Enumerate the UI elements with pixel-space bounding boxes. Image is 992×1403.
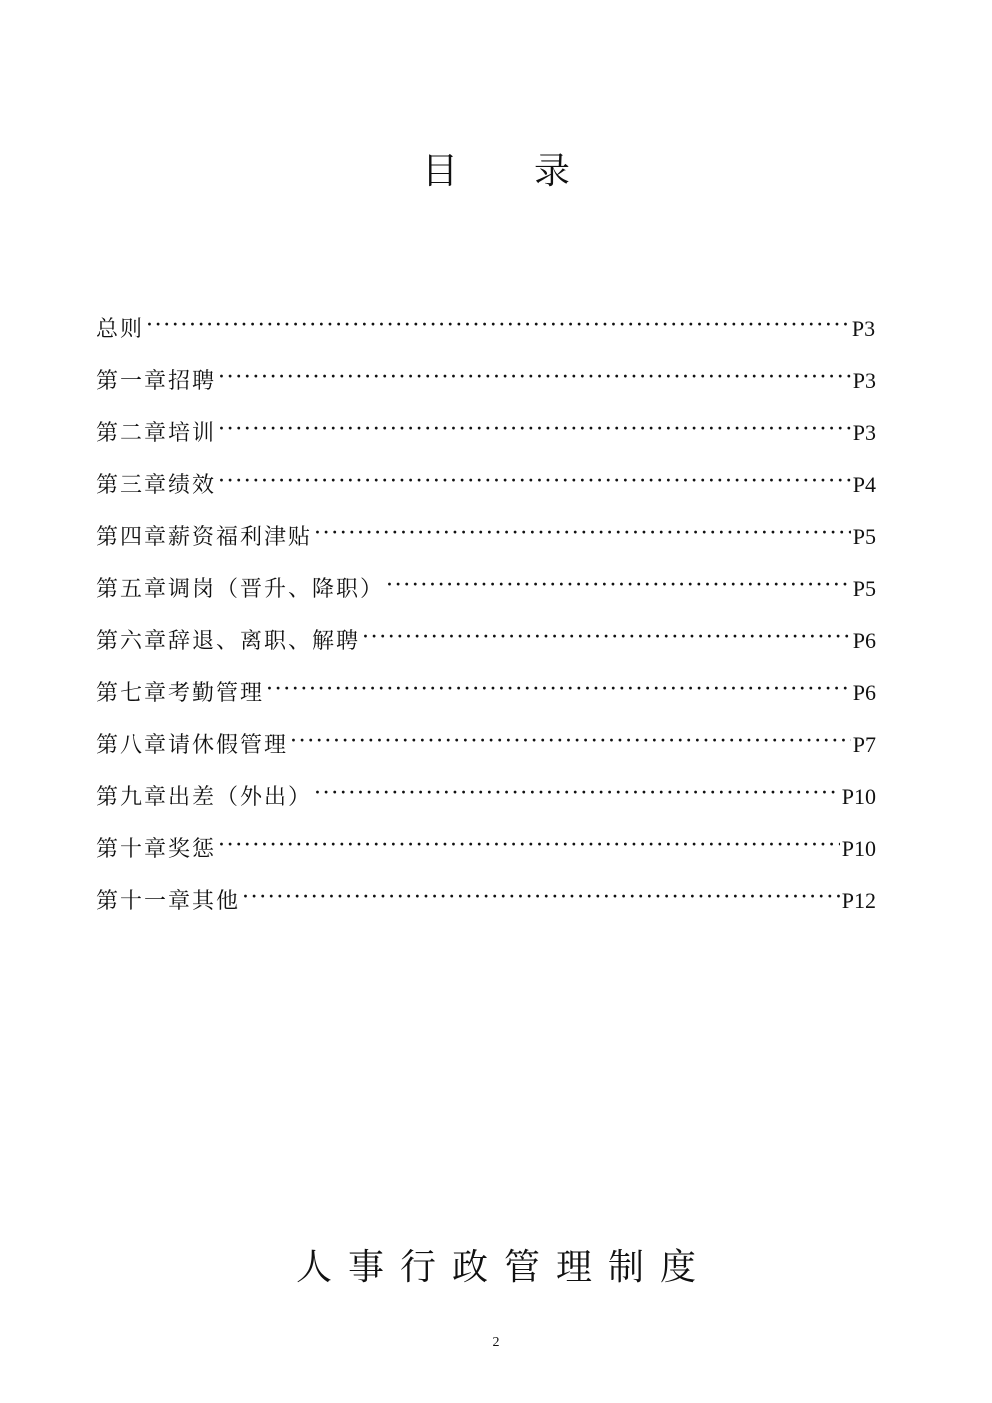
toc-entry-page: P6 xyxy=(852,628,876,653)
toc-entry[interactable] xyxy=(96,883,876,935)
toc-entry-label: 第十一章其他 xyxy=(96,889,241,914)
toc-leader-dots xyxy=(218,360,851,396)
toc-entry[interactable] xyxy=(96,831,876,883)
toc-entry-label: 第一章招聘 xyxy=(96,369,217,394)
toc-entry[interactable] xyxy=(96,467,876,519)
toc-entry[interactable] xyxy=(96,675,876,727)
document-title-char: 管 xyxy=(503,1247,540,1288)
toc-leader-dots xyxy=(218,828,840,864)
toc-entry-page: P10 xyxy=(841,836,876,861)
toc-entry-page: P3 xyxy=(852,420,876,445)
toc-heading-char-2: 录 xyxy=(533,151,570,192)
document-title-char: 行 xyxy=(399,1247,436,1288)
toc-entry[interactable] xyxy=(96,571,876,623)
toc-entry-label: 第八章请休假管理 xyxy=(96,733,289,758)
toc-entry-page: P4 xyxy=(852,472,876,497)
toc-leader-dots xyxy=(362,620,851,656)
toc-entry-label: 第六章辞退、离职、解聘 xyxy=(96,629,361,654)
toc-entry-page: P5 xyxy=(852,576,876,601)
toc-leader-dots xyxy=(266,672,851,708)
document-title xyxy=(0,1242,992,1294)
toc-entry-label: 第十章奖惩 xyxy=(96,837,217,862)
toc-leader-dots xyxy=(146,308,850,344)
document-title-char: 制 xyxy=(607,1247,644,1288)
toc-entry[interactable] xyxy=(96,311,876,363)
toc-entry[interactable] xyxy=(96,519,876,571)
toc-entry-label: 第五章调岗（晋升、降职） xyxy=(96,577,385,602)
toc-heading-char-1: 目 xyxy=(421,151,458,192)
toc-entry[interactable] xyxy=(96,727,876,779)
toc-leader-dots xyxy=(386,568,851,604)
document-title-char: 事 xyxy=(347,1247,384,1288)
toc-entry[interactable] xyxy=(96,415,876,467)
toc-entry-label: 第四章薪资福利津贴 xyxy=(96,525,313,550)
toc-entry-label: 第九章出差（外出） xyxy=(96,785,313,810)
toc-entry[interactable] xyxy=(96,779,876,831)
document-title-char: 理 xyxy=(555,1247,592,1288)
toc-entry-page: P3 xyxy=(851,316,876,341)
toc-entry-page: P3 xyxy=(852,368,876,393)
toc-leader-dots xyxy=(314,776,840,812)
document-title-char: 政 xyxy=(451,1247,488,1288)
toc-entry-page: P7 xyxy=(852,732,876,757)
toc-entry-label: 总则 xyxy=(96,317,145,342)
toc-leader-dots xyxy=(218,464,851,500)
toc-entry[interactable] xyxy=(96,363,876,415)
toc-entry-page: P12 xyxy=(841,888,876,913)
toc-entry-label: 第二章培训 xyxy=(96,421,217,446)
document-title-char: 度 xyxy=(659,1247,696,1288)
toc-leader-dots xyxy=(314,516,851,552)
toc-leader-dots xyxy=(242,880,840,916)
table-of-contents xyxy=(96,311,876,935)
toc-heading xyxy=(0,146,992,198)
page-number: 2 xyxy=(492,1335,500,1350)
toc-entry-page: P6 xyxy=(852,680,876,705)
toc-entry-page: P5 xyxy=(852,524,876,549)
toc-entry[interactable] xyxy=(96,623,876,675)
toc-entry-label: 第三章绩效 xyxy=(96,473,217,498)
toc-leader-dots xyxy=(290,724,851,760)
toc-entry-page: P10 xyxy=(841,784,876,809)
toc-entry-label: 第七章考勤管理 xyxy=(96,681,265,706)
toc-leader-dots xyxy=(218,412,851,448)
document-title-char: 人 xyxy=(295,1247,332,1288)
